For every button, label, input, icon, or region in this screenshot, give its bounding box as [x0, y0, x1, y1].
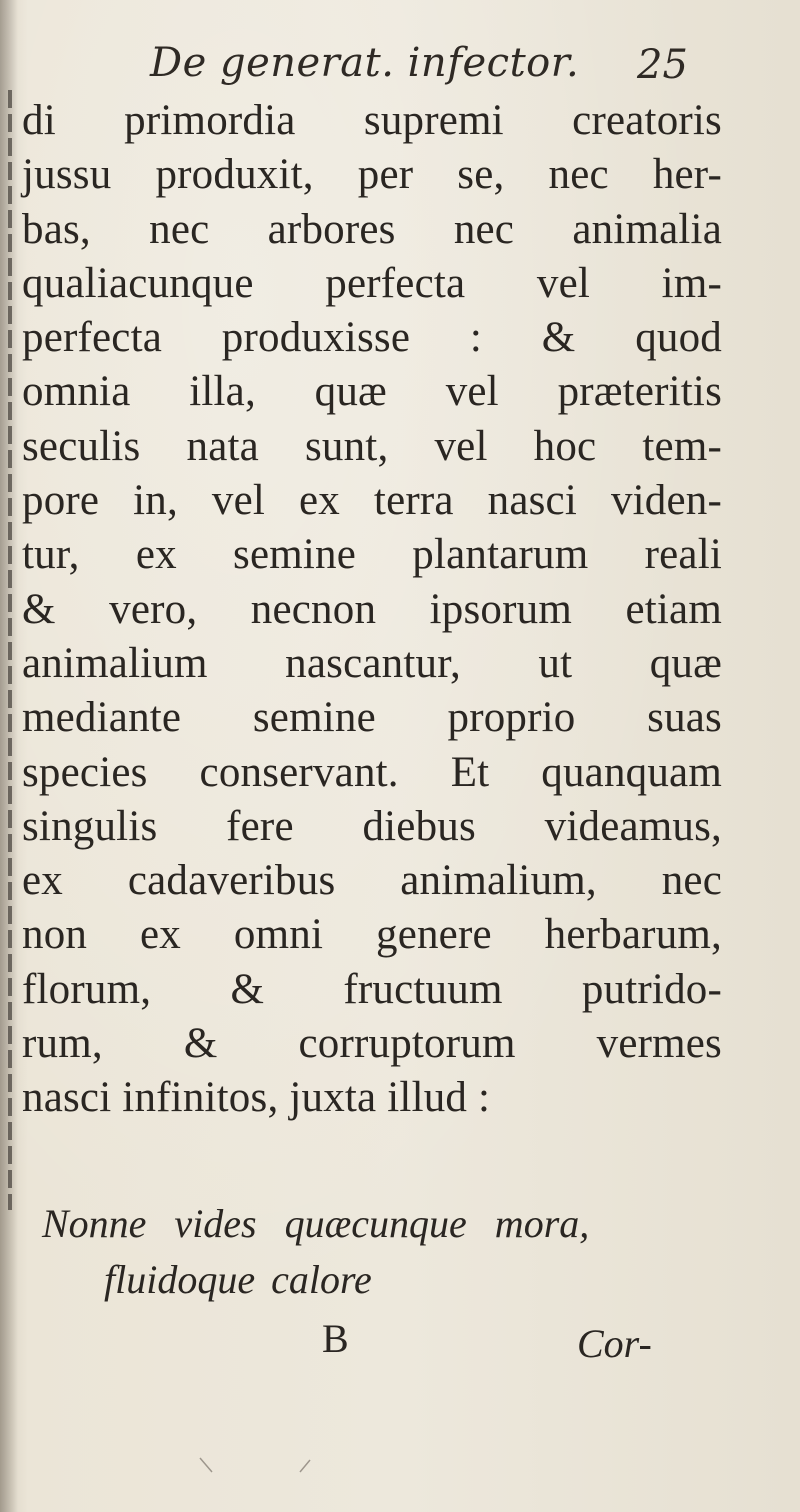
text-line: rum, & corruptorum vermes	[22, 1020, 722, 1068]
text-line: pore in, vel ex terra nasci viden-	[22, 477, 722, 525]
verse-line-2: fluidoque calore	[104, 1257, 372, 1302]
text-line: bas, nec arbores nec animalia	[22, 205, 722, 253]
text-line: non ex omni genere herbarum,	[22, 911, 722, 959]
text-line: tur, ex semine plantarum reali	[22, 531, 722, 579]
verse-line-1: Nonne vides quæcunque mora,	[42, 1201, 590, 1246]
verse-quotation	[42, 1196, 589, 1308]
text-line-last: nasci infinitos, juxta illud :	[22, 1074, 491, 1122]
text-line: ex cadaveribus animalium, nec	[22, 857, 722, 905]
signature-mark: B	[322, 1316, 349, 1361]
text-line: jussu produxit, per se, nec her-	[22, 151, 722, 199]
text-line: omnia illa, quæ vel præteritis	[22, 368, 722, 416]
running-head: De generat. infector.	[150, 40, 580, 86]
text-line: mediante semine proprio suas	[22, 694, 722, 742]
text-line: qualiacunque perfecta vel im-	[22, 259, 722, 307]
text-line: species conservant. Et quanquam	[22, 748, 722, 796]
text-line: animalium nascantur, ut quæ	[22, 639, 722, 687]
text-line: florum, & fructuum putrido-	[22, 965, 722, 1013]
catchword: Cor-	[577, 1321, 652, 1366]
text-line: singulis fere diebus videamus,	[22, 802, 722, 850]
faint-paper-marks	[190, 1450, 330, 1500]
binding-edge	[8, 90, 12, 1210]
text-line: & vero, necnon ipsorum etiam	[22, 585, 722, 633]
body-text	[22, 94, 722, 1126]
text-line: di primordia supremi creatoris	[22, 97, 722, 144]
text-line: seculis nata sunt, vel hoc tem-	[22, 422, 722, 470]
text-line: perfecta produxisse : & quod	[22, 314, 722, 362]
page-number: 25	[637, 42, 688, 88]
